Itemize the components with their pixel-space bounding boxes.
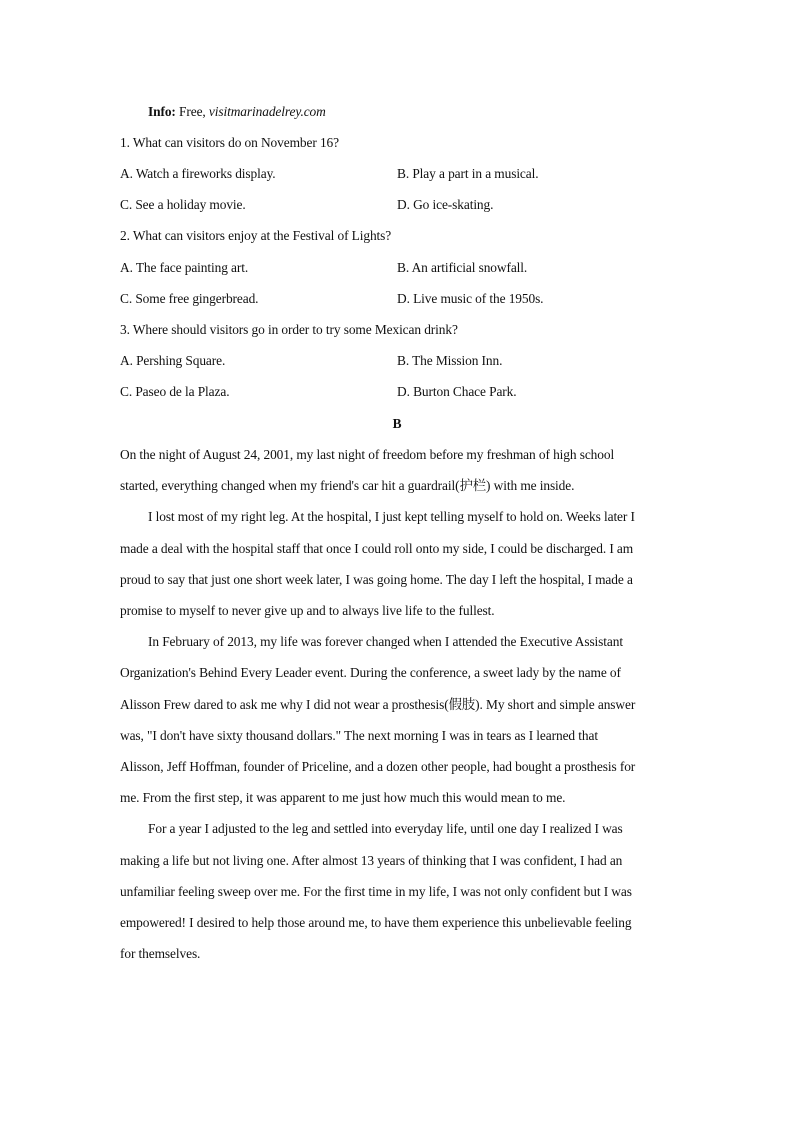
passage-line: me. From the first step, it was apparent to me just how much this would mean to me.	[120, 790, 566, 805]
question-2-option-c: C. Some free gingerbread.	[120, 291, 259, 306]
question-3-stem: 3. Where should visitors go in order to try some Mexican drink?	[120, 322, 458, 337]
question-1-stem: 1. What can visitors do on November 16?	[120, 135, 339, 150]
info-text: Free,	[175, 104, 209, 119]
question-3-option-c: C. Paseo de la Plaza.	[120, 384, 230, 399]
passage-line: was, "I don't have sixty thousand dollars." The next morning I was in tears as I learned that	[120, 728, 598, 743]
question-3-option-d: D. Burton Chace Park.	[397, 384, 517, 399]
info-line	[148, 104, 326, 120]
passage-line: for themselves.	[120, 946, 201, 961]
question-1-option-c: C. See a holiday movie.	[120, 197, 246, 212]
passage-line: I lost most of my right leg. At the hospital, I just kept telling myself to hold on. Weeks later I	[148, 509, 635, 524]
passage-line: started, everything changed when my friend's car hit a guardrail(护栏) with me inside.	[120, 478, 575, 493]
passage-line: making a life but not living one. After almost 13 years of thinking that I was confident, I had an	[120, 853, 623, 868]
question-2-option-a: A. The face painting art.	[120, 260, 249, 275]
question-1-option-b: B. Play a part in a musical.	[397, 166, 539, 181]
passage-line: Alisson Frew dared to ask me why I did not wear a prosthesis(假肢). My short and simple answer	[120, 697, 636, 712]
passage-line: Organization's Behind Every Leader event. During the conference, a sweet lady by the name of	[120, 665, 621, 680]
passage-line: empowered! I desired to help those around me, to have them experience this unbelievable feeling	[120, 915, 632, 930]
question-1-option-a: A. Watch a fireworks display.	[120, 166, 276, 181]
passage-line: promise to myself to never give up and to always live life to the fullest.	[120, 603, 495, 618]
question-1-option-d: D. Go ice-skating.	[397, 197, 494, 212]
passage-line: unfamiliar feeling sweep over me. For the first time in my life, I was not only confident but I was	[120, 884, 632, 899]
section-b-heading: B	[392, 416, 402, 431]
question-3-option-b: B. The Mission Inn.	[397, 353, 503, 368]
passage-line: For a year I adjusted to the leg and settled into everyday life, until one day I realized I was	[148, 821, 623, 836]
passage-line: made a deal with the hospital staff that once I could roll onto my side, I could be discharged. I am	[120, 541, 634, 556]
info-link: visitmarinadelrey.com	[208, 104, 326, 119]
question-2-stem: 2. What can visitors enjoy at the Festival of Lights?	[120, 228, 392, 243]
passage-line: Alisson, Jeff Hoffman, founder of Priceline, and a dozen other people, had bought a prosthesis for	[120, 759, 636, 774]
passage-line: In February of 2013, my life was forever changed when I attended the Executive Assistant	[148, 634, 623, 649]
passage-line: On the night of August 24, 2001, my last night of freedom before my freshman of high school	[120, 447, 615, 462]
question-2-option-d: D. Live music of the 1950s.	[397, 291, 544, 306]
question-3-option-a: A. Pershing Square.	[120, 353, 226, 368]
info-label: Info:	[148, 104, 176, 119]
question-2-option-b: B. An artificial snowfall.	[397, 260, 528, 275]
passage-line: proud to say that just one short week later, I was going home. The day I left the hospital, I made a	[120, 572, 633, 587]
